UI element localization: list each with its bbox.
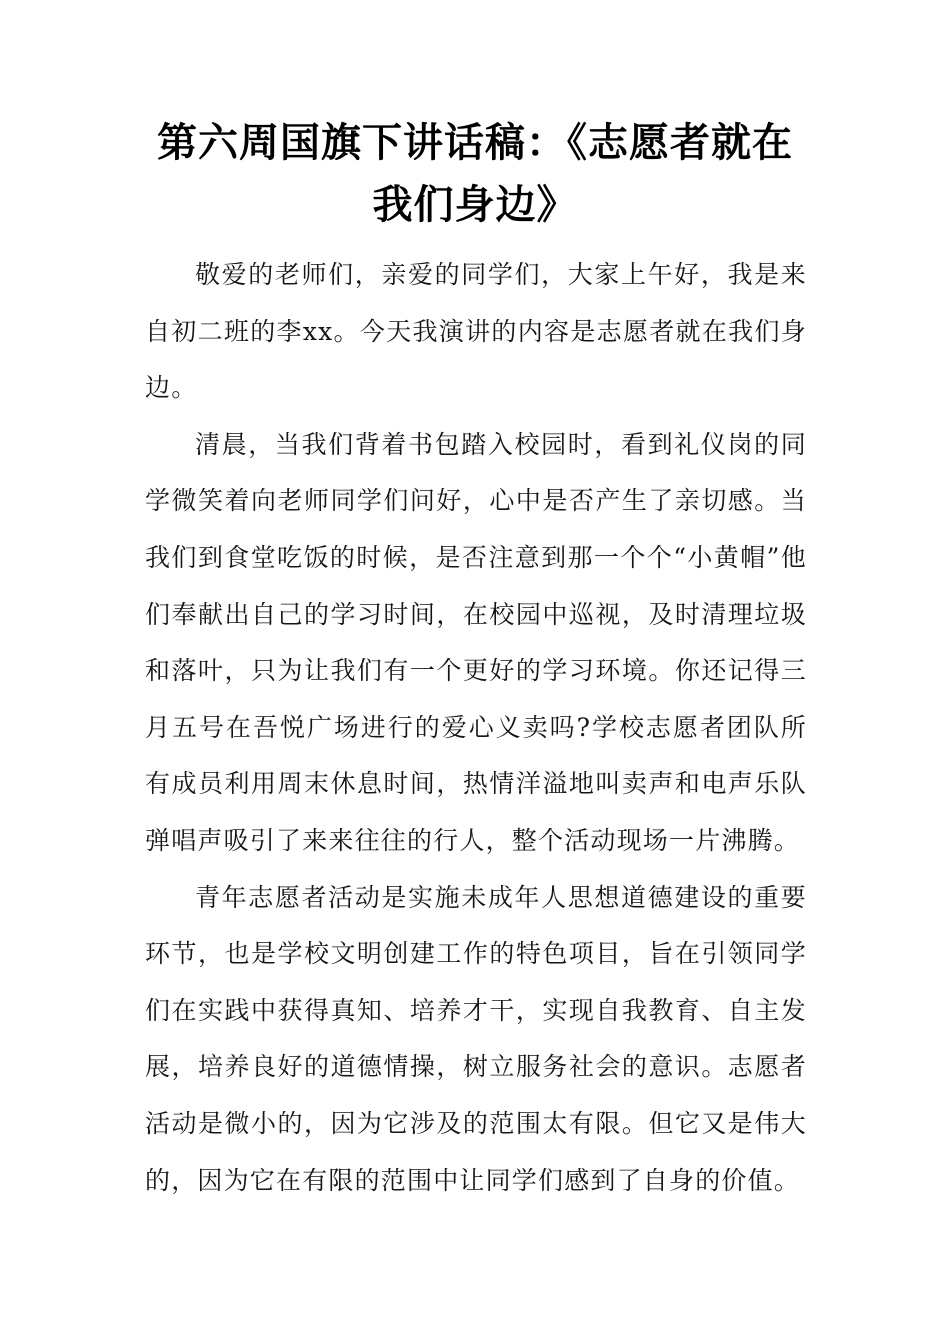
paragraph-campus-volunteers: 清晨，当我们背着书包踏入校园时，看到礼仪岗的同学微笑着向老师同学们问好，心中是否产生了亲切感。当我们到食堂吃饭的时候，是否注意到那一个个“小黄帽”他们奉献出自己的学习时间，在校园中巡视，及时清理垃圾和落叶，只为让我们有一个更好的学习环境。你还记得三月五号在吾悦广场进行的爱心义卖吗?学校志愿者团队所有成员利用周末休息时间，热情洋溢地叫卖声和电声乐队弹唱声吸引了来来往往的行人，整个活动现场一片沸腾。 (145, 429, 807, 855)
paragraph-volunteer-significance: 青年志愿者活动是实施未成年人思想道德建设的重要环节，也是学校文明创建工作的特色项目，旨在引领同学们在实践中获得真知、培养才干，实现自我教育、自主发展，培养良好的道德情操，树立服务社会的意识。志愿者活动是微小的，因为它涉及的范围太有限。但它又是伟大的，因为它在有限的范围中让同学们感到了自身的价值。 (145, 882, 807, 1195)
document-title: 第六周国旗下讲话稿：《志愿者就在我们身边》 (157, 120, 793, 228)
document-body (145, 247, 807, 1209)
paragraph-greeting: 敬爱的老师们，亲爱的同学们，大家上午好，我是来自初二班的李xx。今天我演讲的内容是志愿者就在我们身边。 (145, 260, 807, 403)
